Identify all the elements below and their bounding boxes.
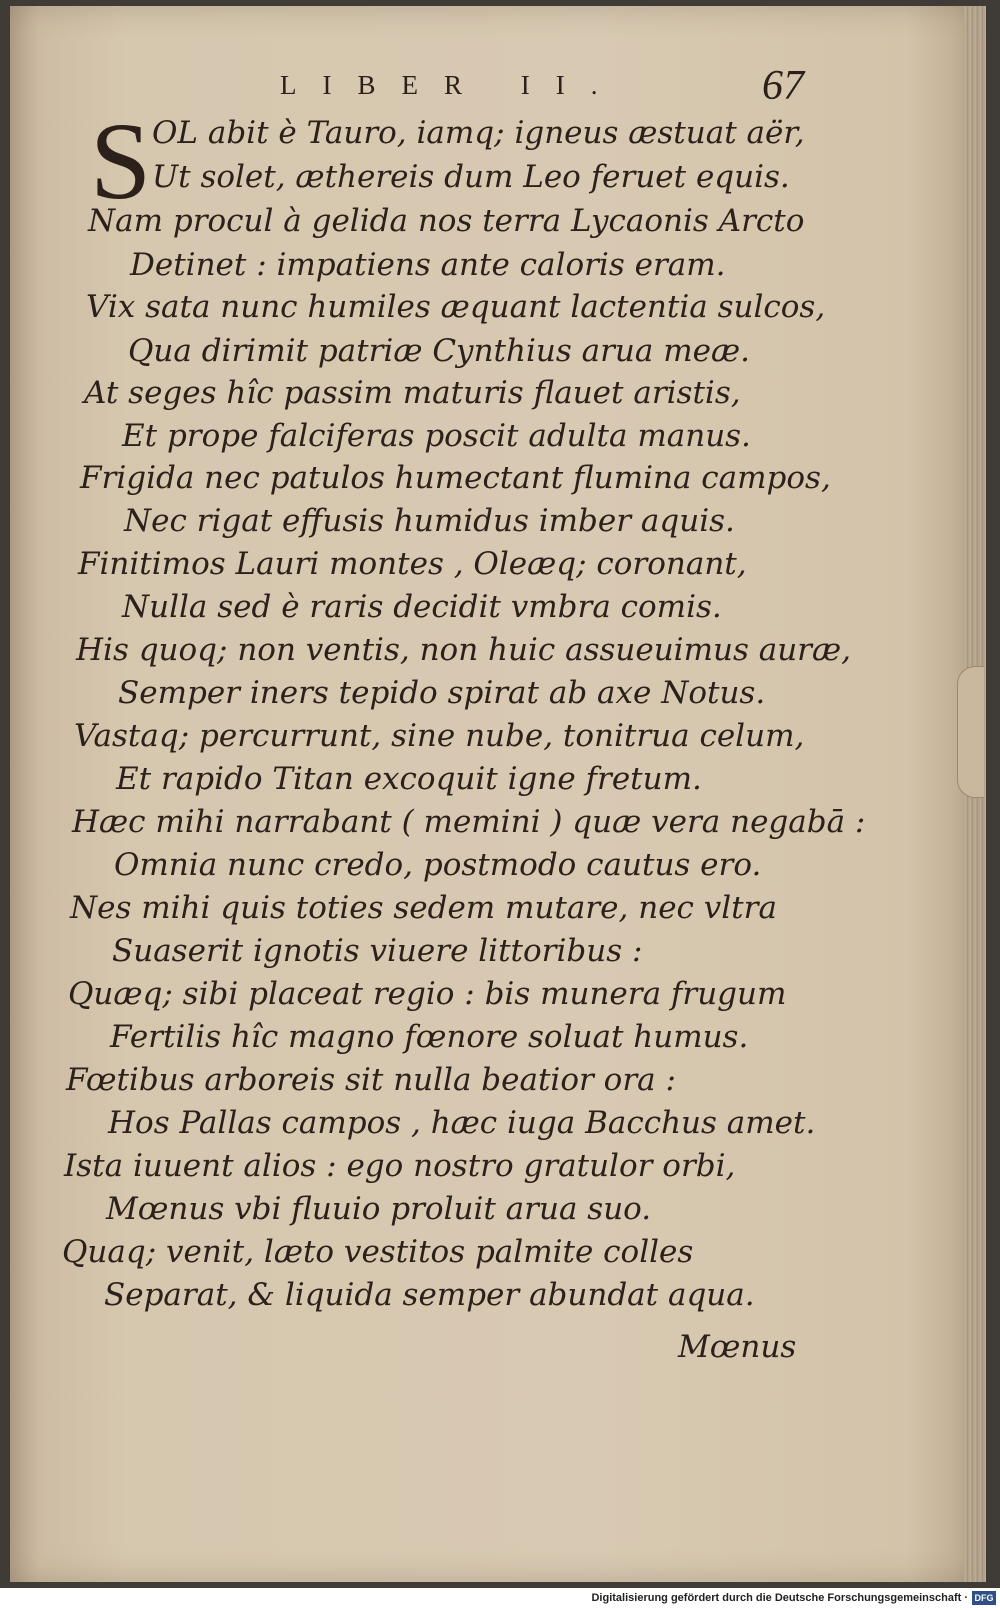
page-tab-notch	[957, 666, 984, 798]
book-page	[10, 6, 986, 1582]
verse-line: At seges hîc passim maturis flauet aristis,	[84, 375, 741, 411]
verse-line: Finitimos Lauri montes , Oleæq; coronant,	[78, 546, 747, 582]
verse-line: Hos Pallas campos , hæc iuga Bacchus amet.	[108, 1105, 816, 1141]
drop-initial: S	[90, 100, 152, 222]
verse-line: OL abit è Tauro, iamq; igneus æstuat aër,	[152, 115, 805, 151]
page-number: 67	[762, 63, 804, 109]
verse-line: His quoq; non ventis, non huic assueuimus auræ,	[76, 632, 851, 668]
digitization-footer	[0, 1588, 1000, 1610]
verse-line: Vix sata nunc humiles æquant lactentia sulcos,	[86, 289, 826, 325]
dfg-logo: DFG	[972, 1591, 996, 1605]
poem-text-block	[10, 6, 950, 1582]
verse-line: Vastaq; percurrunt, sine nube, tonitrua celum,	[74, 718, 805, 754]
verse-line: Ut solet, æthereis dum Leo feruet equis.	[152, 159, 790, 195]
verse-line: Et prope falciferas poscit adulta manus.	[122, 418, 751, 454]
verse-line: Frigida nec patulos humectant flumina campos,	[80, 460, 831, 496]
verse-line: Et rapido Titan excoquit igne fretum.	[116, 761, 702, 797]
catchword: Mœnus	[678, 1329, 797, 1365]
verse-line: Nec rigat effusis humidus imber aquis.	[124, 503, 735, 539]
verse-line: Fœtibus arboreis sit nulla beatior ora :	[66, 1062, 676, 1098]
verse-line: Qua dirimit patriæ Cynthius arua meæ.	[128, 333, 750, 369]
verse-line: Mœnus vbi fluuio proluit arua suo.	[106, 1191, 652, 1227]
verse-line: Separat, & liquida semper abundat aqua.	[104, 1277, 755, 1313]
verse-line: Suaserit ignotis viuere littoribus :	[112, 933, 643, 969]
verse-line: Nam procul à gelida nos terra Lycaonis Arcto	[88, 203, 805, 239]
verse-line: Semper iners tepido spirat ab axe Notus.	[118, 675, 766, 711]
funding-credit: Digitalisierung gefördert durch die Deutsche Forschungsgemeinschaft ·	[591, 1592, 968, 1604]
verse-line: Fertilis hîc magno fœnore soluat humus.	[110, 1019, 749, 1055]
verse-line: Omnia nunc credo, postmodo cautus ero.	[114, 847, 762, 883]
running-title: LIBER II.	[280, 70, 624, 100]
verse-line: Ista iuuent alios : ego nostro gratulor orbi,	[64, 1148, 736, 1184]
verse-line: Nes mihi quis toties sedem mutare, nec vltra	[70, 890, 777, 926]
verse-line: Quaq; venit, læto vestitos palmite colles	[62, 1234, 694, 1270]
verse-line: Nulla sed è raris decidit vmbra comis.	[122, 589, 722, 625]
verse-line: Detinet : impatiens ante caloris eram.	[130, 247, 726, 283]
verse-line: Hæc mihi narrabant ( memini ) quæ vera negabā :	[72, 804, 866, 840]
verse-line: Quæq; sibi placeat regio : bis munera frugum	[68, 976, 787, 1012]
